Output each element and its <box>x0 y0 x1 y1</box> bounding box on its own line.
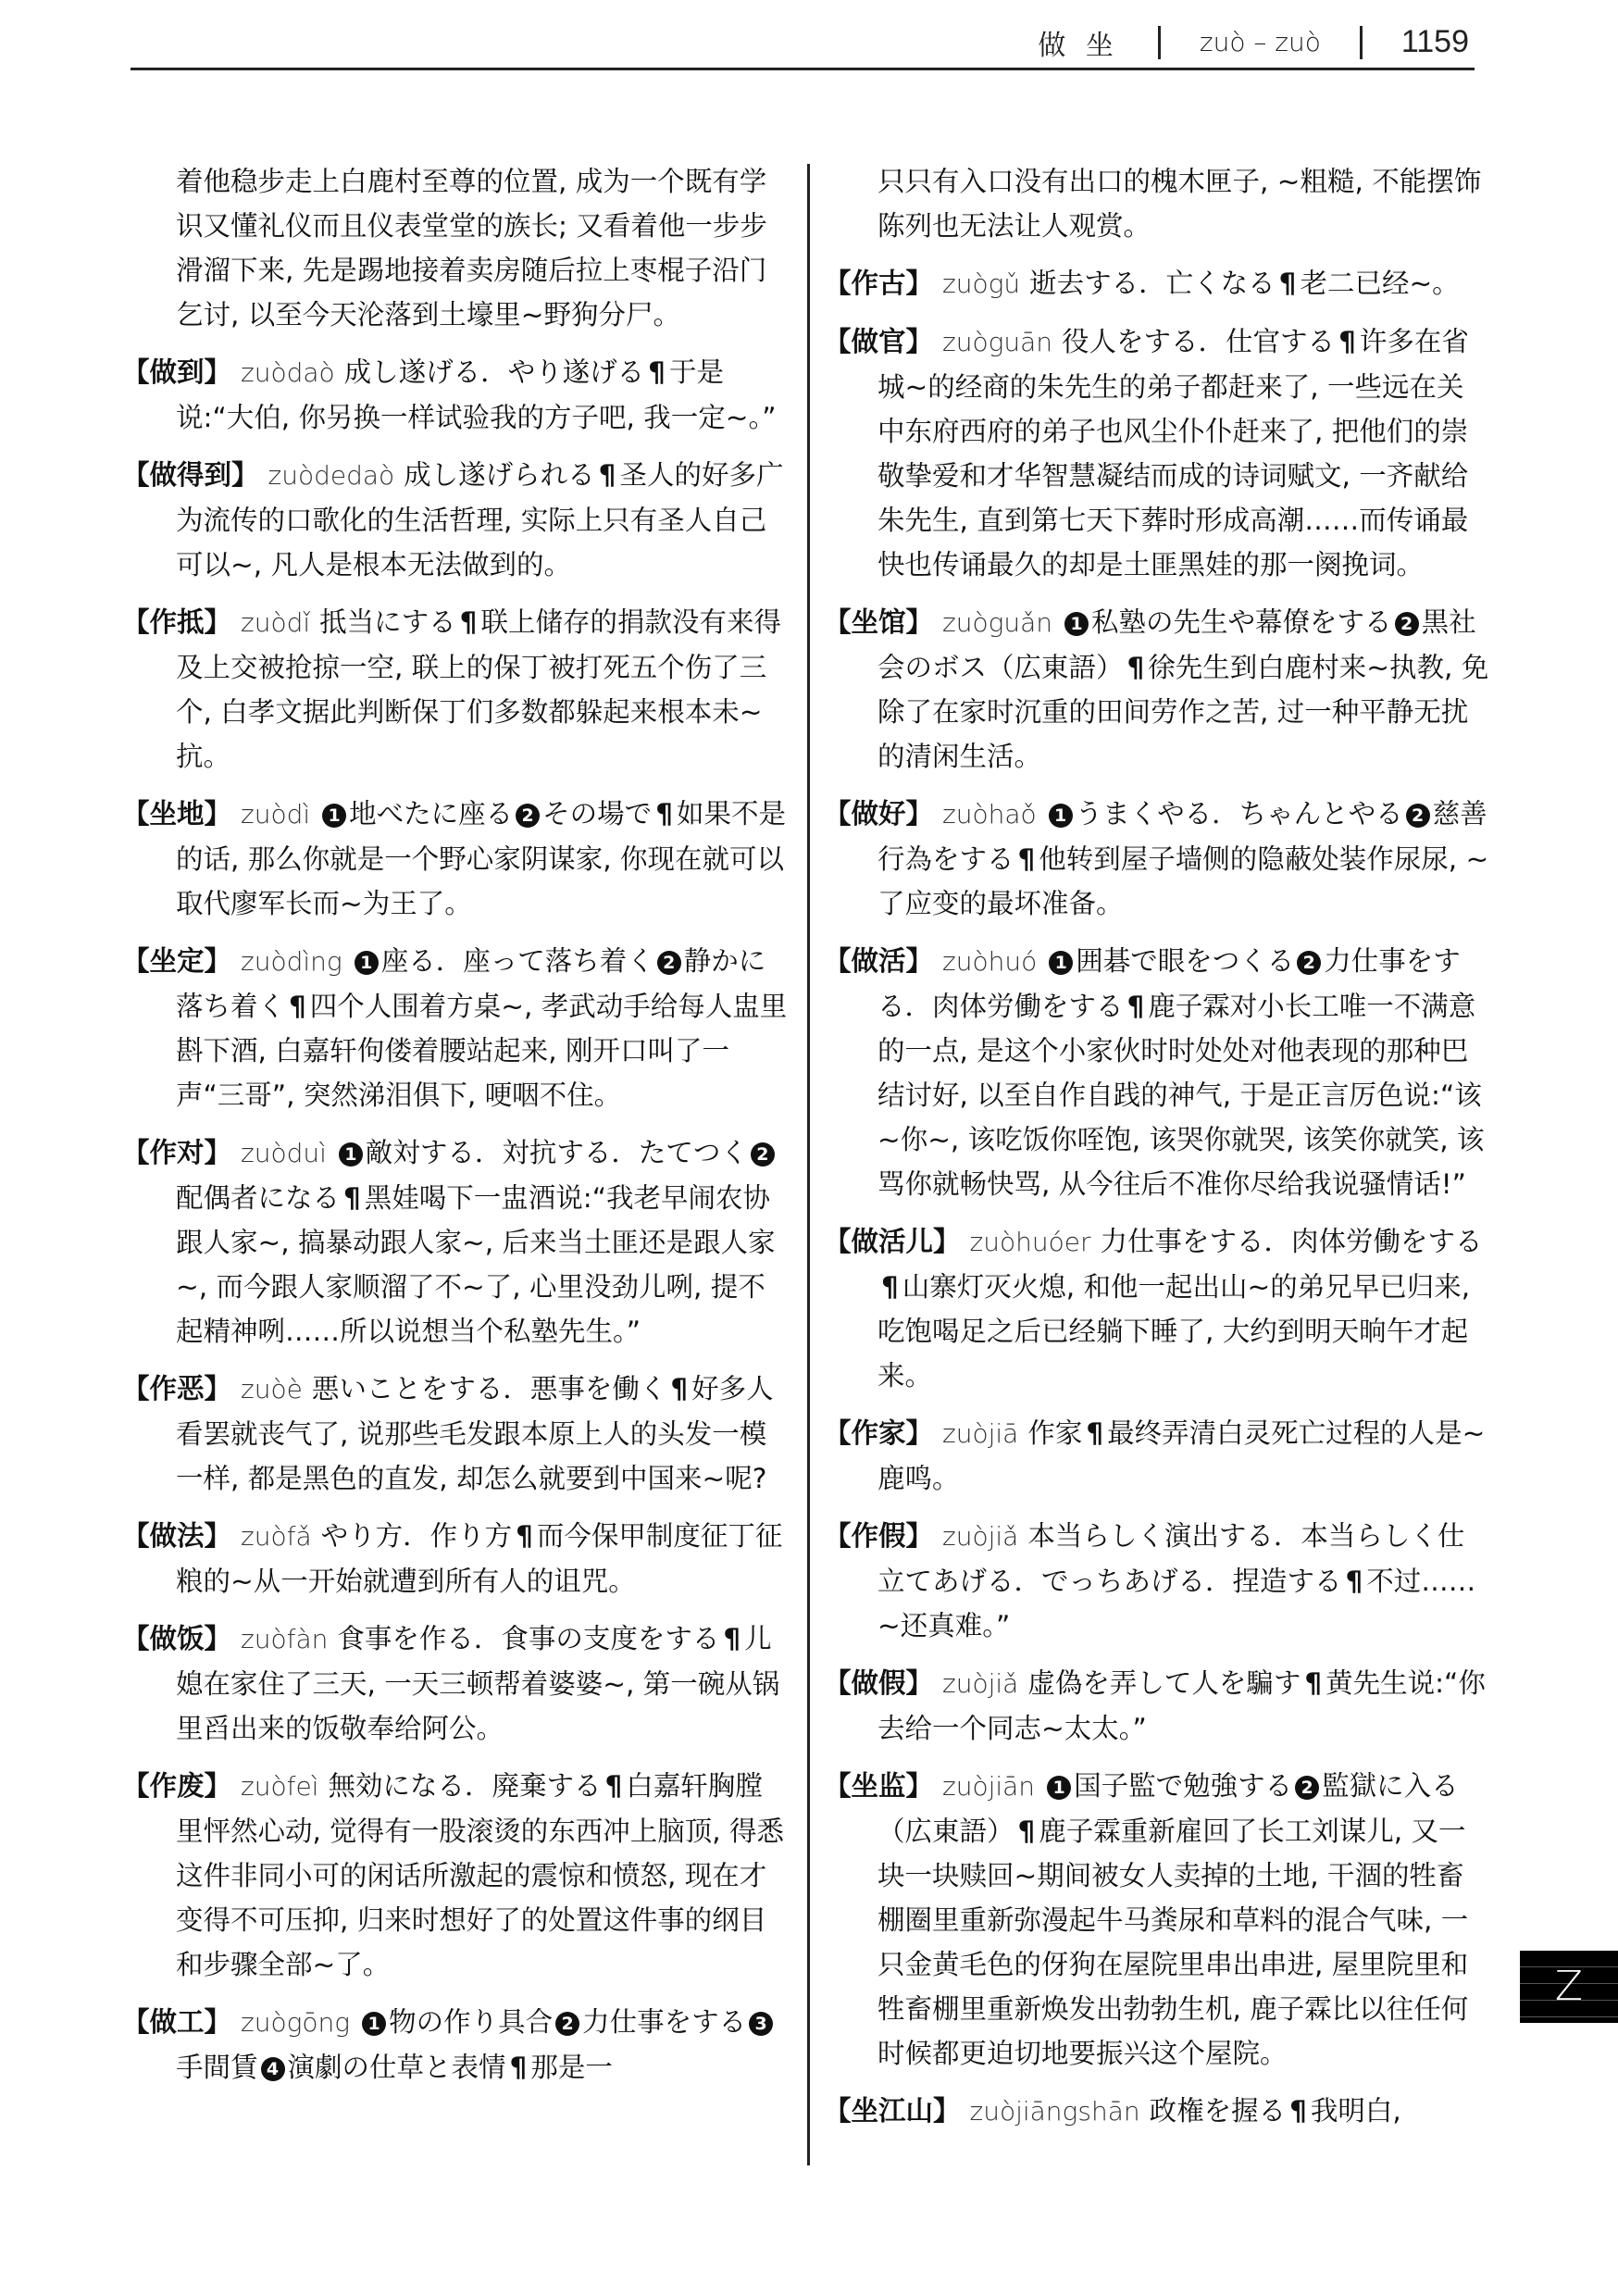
example-sentence: 儿媳在家住了三天, 一天三顿帮着婆婆~, 第一碗从锅里舀出来的饭敬奉给阿公。 <box>176 1623 780 1744</box>
entry-list <box>824 261 1490 2134</box>
pinyin: zuòhaǒ <box>942 799 1037 830</box>
definition: 本当らしく演出する．本当らしく仕立てあげる．でっちあげる．捏造する <box>877 1520 1465 1597</box>
example-sentence: 我明白, <box>1310 2095 1401 2127</box>
definition: 地べたに座る <box>349 798 514 830</box>
dictionary-entry <box>824 600 1490 779</box>
pinyin: zuògōng <box>241 2007 351 2038</box>
pilcrow-icon: ¶ <box>516 1520 533 1552</box>
sense-number-icon: 2 <box>1295 1776 1319 1800</box>
pinyin: zuòjiān <box>942 1771 1036 1802</box>
example-sentence: 如果不是的话, 那么你就是一个野心家阴谋家, 你现在就可以取代廖军长而~为王了。 <box>176 798 786 919</box>
definition: 物の作り具合 <box>389 2006 554 2038</box>
pinyin: zuògǔ <box>942 268 1021 299</box>
headword: 【坐江山】 <box>824 2095 961 2127</box>
headword: 【作家】 <box>824 1417 934 1449</box>
thumb-index-tab[interactable]: Z <box>1520 1951 1618 2023</box>
page-number: 1159 <box>1400 24 1469 59</box>
pilcrow-icon: ¶ <box>1017 1816 1036 1847</box>
definition: 逝去する．亡くなる <box>1029 268 1276 299</box>
dictionary-entry <box>824 261 1490 306</box>
pilcrow-icon: ¶ <box>509 2052 528 2083</box>
dictionary-entry <box>122 1130 789 1354</box>
headword: 【做得到】 <box>122 459 259 491</box>
definition: 悪いことをする．悪事を働く <box>311 1373 667 1404</box>
definition: 国子監で勉強する <box>1074 1770 1293 1802</box>
sense-number-icon: 1 <box>1047 1776 1071 1800</box>
example-sentence: 四个人围着方桌~, 孝武动手给每人盅里斟下酒, 白嘉轩佝偻着腰站起来, 刚开口叫了一声“三哥”, 突然涕泪俱下, 哽咽不住。 <box>176 991 788 1111</box>
pilcrow-icon: ¶ <box>289 991 306 1022</box>
definition: 静かに落ち着く <box>176 945 766 1022</box>
example-sentence: 黄先生说:“你去给一个同志~太太。” <box>877 1667 1486 1744</box>
dictionary-entry <box>122 350 789 440</box>
definition: うまくやる．ちゃんとやる <box>1075 798 1403 830</box>
definition: 演劇の仕草と表情 <box>287 2052 506 2083</box>
headword: 【做活儿】 <box>824 1226 961 1257</box>
dictionary-entry <box>122 2000 789 2090</box>
sense-number-icon: 1 <box>1049 804 1073 828</box>
pinyin: zuòdedaò <box>268 460 395 491</box>
definition: 手間賃 <box>176 2052 258 2083</box>
definition: 配偶者になる <box>176 1182 341 1214</box>
example-sentence: 最终弄清白灵死亡过程的人是~鹿鸣。 <box>877 1417 1486 1494</box>
pilcrow-icon: ¶ <box>1086 1417 1104 1449</box>
pinyin: zuòdì <box>241 799 311 830</box>
sense-number-icon: 2 <box>657 951 681 975</box>
definition: やり方．作り方 <box>320 1520 513 1552</box>
headword: 【做活】 <box>824 945 934 977</box>
definition: 作家 <box>1027 1417 1083 1449</box>
sense-number-icon: 2 <box>1406 804 1430 828</box>
headword: 【做假】 <box>824 1667 934 1699</box>
dictionary-entry <box>824 2089 1490 2134</box>
sense-number-icon: 2 <box>555 2012 579 2036</box>
pinyin: zuòguǎn <box>942 607 1053 638</box>
pinyin: zuòdaò <box>241 357 335 388</box>
definition: 黒社会のボス（広東語） <box>877 606 1476 683</box>
sense-number-icon: 4 <box>261 2057 285 2081</box>
pinyin: zuòè <box>241 1374 303 1404</box>
pinyin: zuòdǐ <box>241 607 311 638</box>
pilcrow-icon: ¶ <box>343 1182 361 1214</box>
dictionary-entry <box>824 1764 1490 2076</box>
dictionary-entry <box>824 1219 1490 1398</box>
pilcrow-icon: ¶ <box>655 798 673 830</box>
pinyin: zuòjiā <box>942 1418 1019 1449</box>
pinyin: zuòfàn <box>241 1624 329 1654</box>
entry-list <box>122 350 789 2090</box>
pilcrow-icon: ¶ <box>648 356 666 388</box>
dictionary-entry <box>824 1514 1490 1648</box>
sense-number-icon: 1 <box>1049 951 1073 975</box>
pinyin: zuòdìng <box>241 946 342 977</box>
sense-number-icon: 2 <box>1395 612 1419 636</box>
example-sentence: 不过……~还真难。” <box>877 1566 1476 1641</box>
definition: 虚偽を弄して人を騙す <box>1027 1667 1301 1699</box>
definition: 力仕事をする <box>582 2006 747 2038</box>
pilcrow-icon: ¶ <box>1304 1667 1323 1699</box>
dictionary-entry <box>824 1411 1490 1501</box>
continuation-text: 只只有入口没有出口的槐木匣子, ~粗糙, 不能摆饰陈列也无法让人观赏。 <box>877 166 1482 242</box>
headword: 【作假】 <box>824 1520 934 1552</box>
headword: 【做饭】 <box>122 1623 232 1654</box>
definition: 敵対する．対抗する．たてつく <box>365 1137 748 1168</box>
header-separator <box>1158 26 1161 59</box>
pilcrow-icon: ¶ <box>881 1271 899 1303</box>
headword: 【作对】 <box>122 1137 232 1168</box>
pinyin: zuòhuóer <box>969 1227 1091 1257</box>
pinyin: zuòjiǎ <box>942 1668 1019 1699</box>
pinyin: zuòguān <box>942 327 1053 357</box>
dictionary-entry <box>824 319 1490 587</box>
example-sentence: 鹿子霖重新雇回了长工刘谋儿, 又一块一块赎回~期间被女人卖掉的土地, 干涸的牲畜棚圈里重新弥漫起牛马粪尿和草料的混合气味, 一只金黄毛色的伢狗在屋院里串出串进, 屋里院里和牲畜棚里重新焕发出勃勃生机, 鹿子霖比以往任何时候都更迫切地要振兴这个屋院。 <box>877 1816 1469 2069</box>
headword: 【作废】 <box>122 1770 232 1802</box>
headword: 【作抵】 <box>122 606 232 638</box>
sense-number-icon: 1 <box>362 2012 386 2036</box>
example-sentence: 那是一 <box>530 2052 613 2083</box>
definition: 役人をする．仕官する <box>1062 326 1336 357</box>
example-sentence: 许多在省城~的经商的朱先生的弟子都赶来了, 一些远在关中东府西府的弟子也风尘仆仆赶来了, 把他们的崇敬挚爱和才华智慧凝结而成的诗词赋文, 一齐献给朱先生, 直到第七天下葬时形成高潮……而传诵最快也传诵最久的却是土匪黑娃的那一阕挽词。 <box>877 326 1469 580</box>
headword: 【做好】 <box>824 798 934 830</box>
example-sentence: 好多人看罢就丧气了, 说那些毛发跟本原上人的头发一模一样, 都是黑色的直发, 却怎么就要到中国来~呢? <box>176 1373 774 1494</box>
sense-number-icon: 2 <box>751 1142 775 1167</box>
pinyin: zuòjiāngshān <box>969 2096 1140 2127</box>
pilcrow-icon: ¶ <box>1289 2095 1307 2127</box>
headword: 【做官】 <box>824 326 934 357</box>
pilcrow-icon: ¶ <box>1126 991 1145 1022</box>
running-header <box>131 17 1475 70</box>
definition: 座る．座って落ち着く <box>380 945 654 977</box>
dictionary-entry <box>122 939 789 1117</box>
headword: 【坐定】 <box>122 945 232 977</box>
definition: 力仕事をする．肉体労働をする <box>1100 1226 1483 1257</box>
example-sentence: 鹿子霖对小长工唯一不满意的一点, 是这个小家伙时时处处对他表现的那种巴结讨好, 以至自作自践的神气, 于是正言厉色说:“该~你~, 该吃饭你咥饱, 该哭你就哭, 该笑你就笑, 该骂你就畅快骂, 从今往后不准你尽给我说骚情话!” <box>877 991 1485 1200</box>
pilcrow-icon: ¶ <box>604 1770 623 1802</box>
dictionary-entry <box>122 1366 789 1501</box>
dictionary-entry <box>122 453 789 587</box>
dictionary-entry <box>122 792 789 926</box>
sense-number-icon: 2 <box>516 804 540 828</box>
definition: 政権を握る <box>1149 2095 1287 2127</box>
pilcrow-icon: ¶ <box>1126 652 1145 683</box>
continuation-text: 着他稳步走上白鹿村至尊的位置, 成为一个既有学识又懂礼仪而且仪表堂堂的族长; 又看着他一步步滑溜下来, 先是踢地接着卖房随后拉上枣棍子沿门乞讨, 以至今天沦落到土壕里~野狗分尸。 <box>176 166 767 331</box>
sense-number-icon: 3 <box>749 2012 773 2036</box>
pilcrow-icon: ¶ <box>1345 1566 1363 1597</box>
dictionary-entry <box>122 1514 789 1603</box>
definition: 囲碁で眼をつくる <box>1076 945 1295 977</box>
pinyin: zuòfeì <box>241 1771 319 1802</box>
headword: 【坐监】 <box>824 1770 934 1802</box>
headword: 【坐馆】 <box>824 606 934 638</box>
pinyin: zuòhuó <box>942 946 1038 977</box>
definition: 力仕事をする．肉体労働をする <box>877 945 1461 1022</box>
example-sentence: 他转到屋子墙侧的隐蔽处装作尿尿, ~了应变的最坏准备。 <box>877 843 1489 919</box>
sense-number-icon: 1 <box>322 804 346 828</box>
headword: 【做到】 <box>122 356 232 388</box>
pinyin: zuòfǎ <box>241 1521 312 1552</box>
pilcrow-icon: ¶ <box>670 1373 689 1404</box>
example-sentence: 而今保甲制度征丁征粮的~从一开始就遭到所有人的诅咒。 <box>176 1520 783 1597</box>
headword: 【坐地】 <box>122 798 232 830</box>
definition: 成し遂げる．やり遂げる <box>343 356 645 388</box>
right-column <box>824 159 1490 2147</box>
pilcrow-icon: ¶ <box>459 606 478 638</box>
dictionary-entry <box>824 1661 1490 1751</box>
header-separator <box>1360 26 1363 59</box>
example-sentence: 联上储存的捐款没有来得及上交被抢掠一空, 联上的保丁被打死五个伤了三个, 白孝文据此判断保丁们多数都躲起来根本未~抗。 <box>176 606 781 772</box>
example-sentence: 黑娃喝下一盅酒说:“我老早闹农协跟人家~, 搞暴动跟人家~, 后来当土匪还是跟人家~, 而今跟人家顺溜了不~了, 心里没劲儿咧, 提不起精神咧……所以说想当个私塾先生。” <box>176 1182 776 1347</box>
example-sentence: 于是说:“大伯, 你另换一样试验我的方子吧, 我一定~。” <box>176 356 777 433</box>
definition: 監獄に入る（広東語） <box>877 1770 1459 1847</box>
dictionary-entry <box>122 1616 789 1751</box>
pilcrow-icon: ¶ <box>598 459 616 491</box>
sense-number-icon: 2 <box>1297 951 1321 975</box>
pilcrow-icon: ¶ <box>1017 843 1036 875</box>
sense-number-icon: 1 <box>1064 612 1089 636</box>
dictionary-entry <box>122 600 789 779</box>
pilcrow-icon: ¶ <box>1338 326 1356 357</box>
example-sentence: 山寨灯灭火熄, 和他一起出山~的弟兄早已归来, 吃饱喝足之后已经躺下睡了, 大约到明天晌午才起来。 <box>877 1271 1471 1391</box>
headword: 【做法】 <box>122 1520 232 1552</box>
column-divider <box>807 164 810 2165</box>
dictionary-entry <box>824 939 1490 1206</box>
dictionary-entry <box>122 1764 789 1987</box>
example-sentence: 老二已经~。 <box>1300 268 1460 299</box>
definition: 成し遂げられる <box>404 459 595 491</box>
pinyin: zuòjiǎ <box>942 1521 1019 1552</box>
pilcrow-icon: ¶ <box>723 1623 741 1654</box>
definition: 私塾の先生や幕僚をする <box>1091 606 1392 638</box>
definition: その場で <box>542 798 653 830</box>
definition: 慈善行為をする <box>877 798 1487 875</box>
headword: 【作古】 <box>824 268 934 299</box>
example-sentence: 圣人的好多广为流传的口歌化的生活哲理, 实际上只有圣人自己可以~, 凡人是根本无法做到的。 <box>176 459 784 580</box>
pinyin: zuòduì <box>241 1138 327 1168</box>
definition: 食事を作る．食事の支度をする <box>337 1623 720 1654</box>
left-column <box>122 159 789 2103</box>
definition: 抵当にする <box>319 606 456 638</box>
sense-number-icon: 1 <box>339 1142 363 1167</box>
header-characters: 做 坐 <box>1038 29 1119 62</box>
header-pinyin-range: zuò – zuò <box>1199 27 1321 57</box>
headword: 【作恶】 <box>122 1373 232 1404</box>
dictionary-entry <box>824 792 1490 926</box>
example-sentence: 徐先生到白鹿村来~执教, 免除了在家时沉重的田间劳作之苦, 过一种平静无扰的清闲生活。 <box>877 652 1489 772</box>
example-sentence: 白嘉轩胸膛里怦然心动, 觉得有一股滚烫的东西冲上脑顶, 得悉这件非同小可的闲话所激起的震惊和愤怒, 现在才变得不可压抑, 归来时想好了的处置这件事的纲目和步骤全部~了。 <box>176 1770 785 1980</box>
sense-number-icon: 1 <box>355 951 379 975</box>
pilcrow-icon: ¶ <box>1278 268 1297 299</box>
definition: 無効になる．廃棄する <box>328 1770 602 1802</box>
headword: 【做工】 <box>122 2006 232 2038</box>
